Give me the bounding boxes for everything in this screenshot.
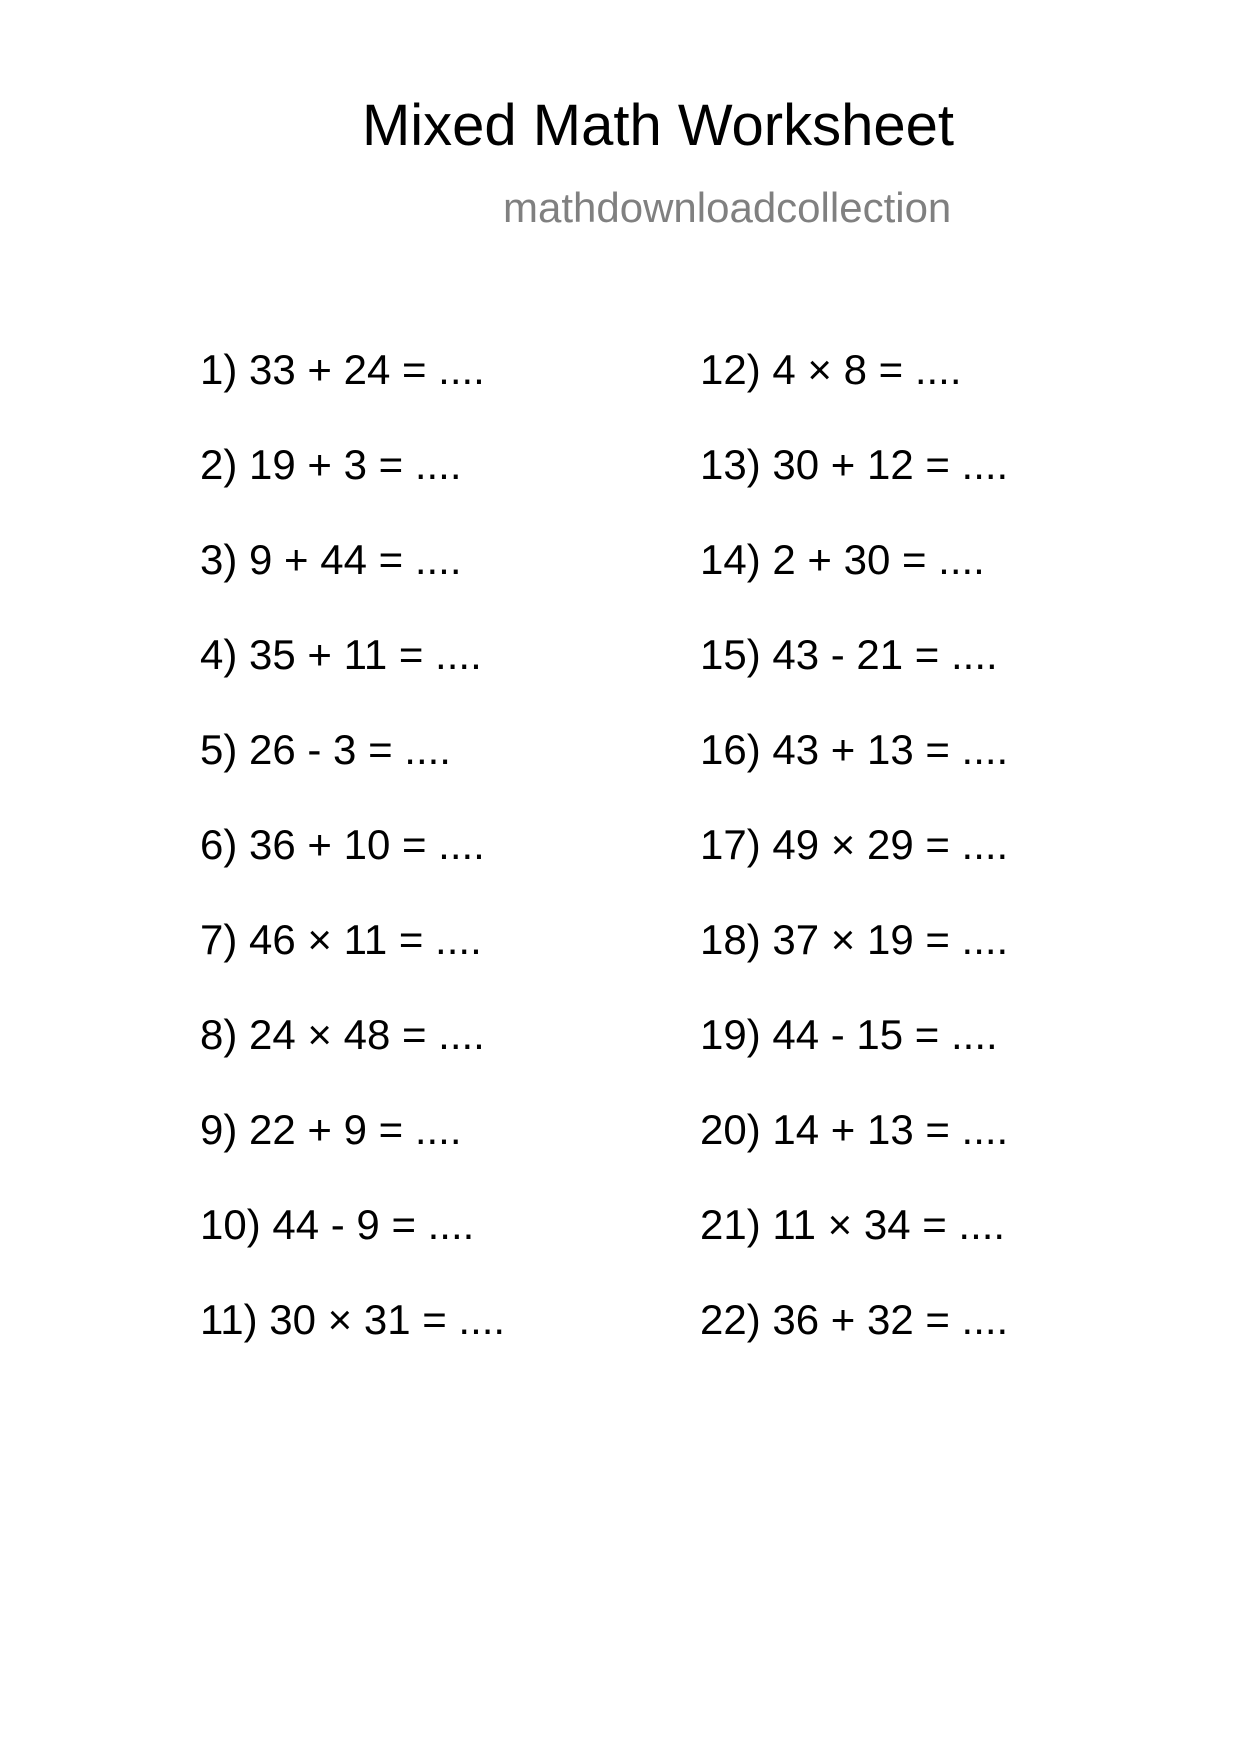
problem-22: 22) 36 + 32 = ....	[700, 1296, 1009, 1343]
problem-13: 13) 30 + 12 = ....	[700, 441, 1009, 488]
problem-6: 6) 36 + 10 = ....	[200, 821, 485, 868]
problem-12: 12) 4 × 8 = ....	[700, 346, 962, 393]
problem-10: 10) 44 - 9 = ....	[200, 1201, 475, 1248]
problem-8: 8) 24 × 48 = ....	[200, 1011, 485, 1058]
problem-20: 20) 14 + 13 = ....	[700, 1106, 1009, 1153]
problem-4: 4) 35 + 11 = ....	[200, 631, 482, 678]
problem-18: 18) 37 × 19 = ....	[700, 916, 1009, 963]
problem-1: 1) 33 + 24 = ....	[200, 346, 485, 393]
worksheet-source: mathdownloadcollection	[503, 184, 952, 231]
problem-column-right	[700, 346, 1009, 1394]
problem-3: 3) 9 + 44 = ....	[200, 536, 462, 583]
problem-21: 21) 11 × 34 = ....	[700, 1201, 1006, 1248]
problem-17: 17) 49 × 29 = ....	[700, 821, 1009, 868]
problem-15: 15) 43 - 21 = ....	[700, 631, 998, 678]
problem-2: 2) 19 + 3 = ....	[200, 441, 462, 488]
problem-column-left	[200, 346, 506, 1394]
problem-11: 11) 30 × 31 = ....	[200, 1296, 506, 1343]
problem-5: 5) 26 - 3 = ....	[200, 726, 451, 773]
problem-16: 16) 43 + 13 = ....	[700, 726, 1009, 773]
worksheet-title: Mixed Math Worksheet	[361, 93, 955, 158]
problem-19: 19) 44 - 15 = ....	[700, 1011, 998, 1058]
problem-9: 9) 22 + 9 = ....	[200, 1106, 462, 1153]
problem-7: 7) 46 × 11 = ....	[200, 916, 482, 963]
problem-14: 14) 2 + 30 = ....	[700, 536, 985, 583]
